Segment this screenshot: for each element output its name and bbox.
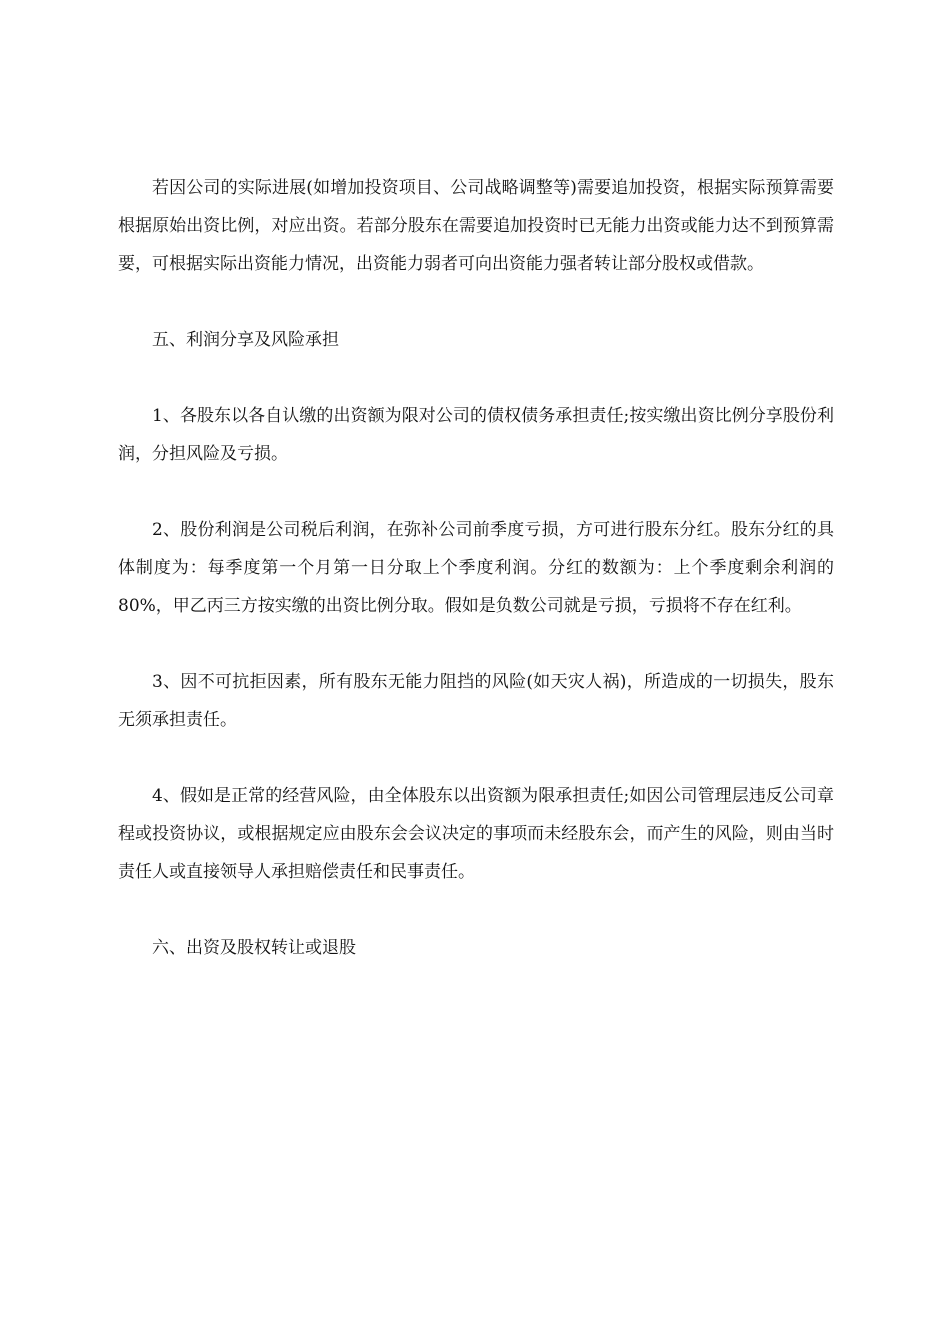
paragraph-additional-investment: 若因公司的实际进展(如增加投资项目、公司战略调整等)需要追加投资，根据实际预算需要根据原始出资比例，对应出资。若部分股东在需要追加投资时已无能力出资或能力达不到预算需要，可根据实际出资能力情况，出资能力弱者可向出资能力强者转让部分股权或借款。 bbox=[118, 178, 834, 274]
paragraph-item-2: 2、股份利润是公司税后利润，在弥补公司前季度亏损，方可进行股东分红。股东分红的具体制度为：每季度第一个月第一日分取上个季度利润。分红的数额为：上个季度剩余利润的80%，甲乙丙三方按实缴的出资比例分取。假如是负数公司就是亏损，亏损将不存在红利。 bbox=[118, 520, 834, 616]
paragraph-item-3: 3、因不可抗拒因素，所有股东无能力阻挡的风险(如天灾人祸)，所造成的一切损失，股东无须承担责任。 bbox=[118, 672, 834, 730]
section-heading-equity-transfer: 六、出资及股权转让或退股 bbox=[152, 938, 356, 958]
section-heading-profit-sharing: 五、利润分享及风险承担 bbox=[152, 330, 339, 350]
paragraph-item-4: 4、假如是正常的经营风险，由全体股东以出资额为限承担责任;如因公司管理层违反公司章程或投资协议，或根据规定应由股东会会议决定的事项而未经股东会，而产生的风险，则由当时责任人或直接领导人承担赔偿责任和民事责任。 bbox=[118, 786, 834, 882]
document-body bbox=[118, 169, 834, 967]
paragraph-item-1: 1、各股东以各自认缴的出资额为限对公司的债权债务承担责任;按实缴出资比例分享股份利润，分担风险及亏损。 bbox=[118, 406, 834, 464]
